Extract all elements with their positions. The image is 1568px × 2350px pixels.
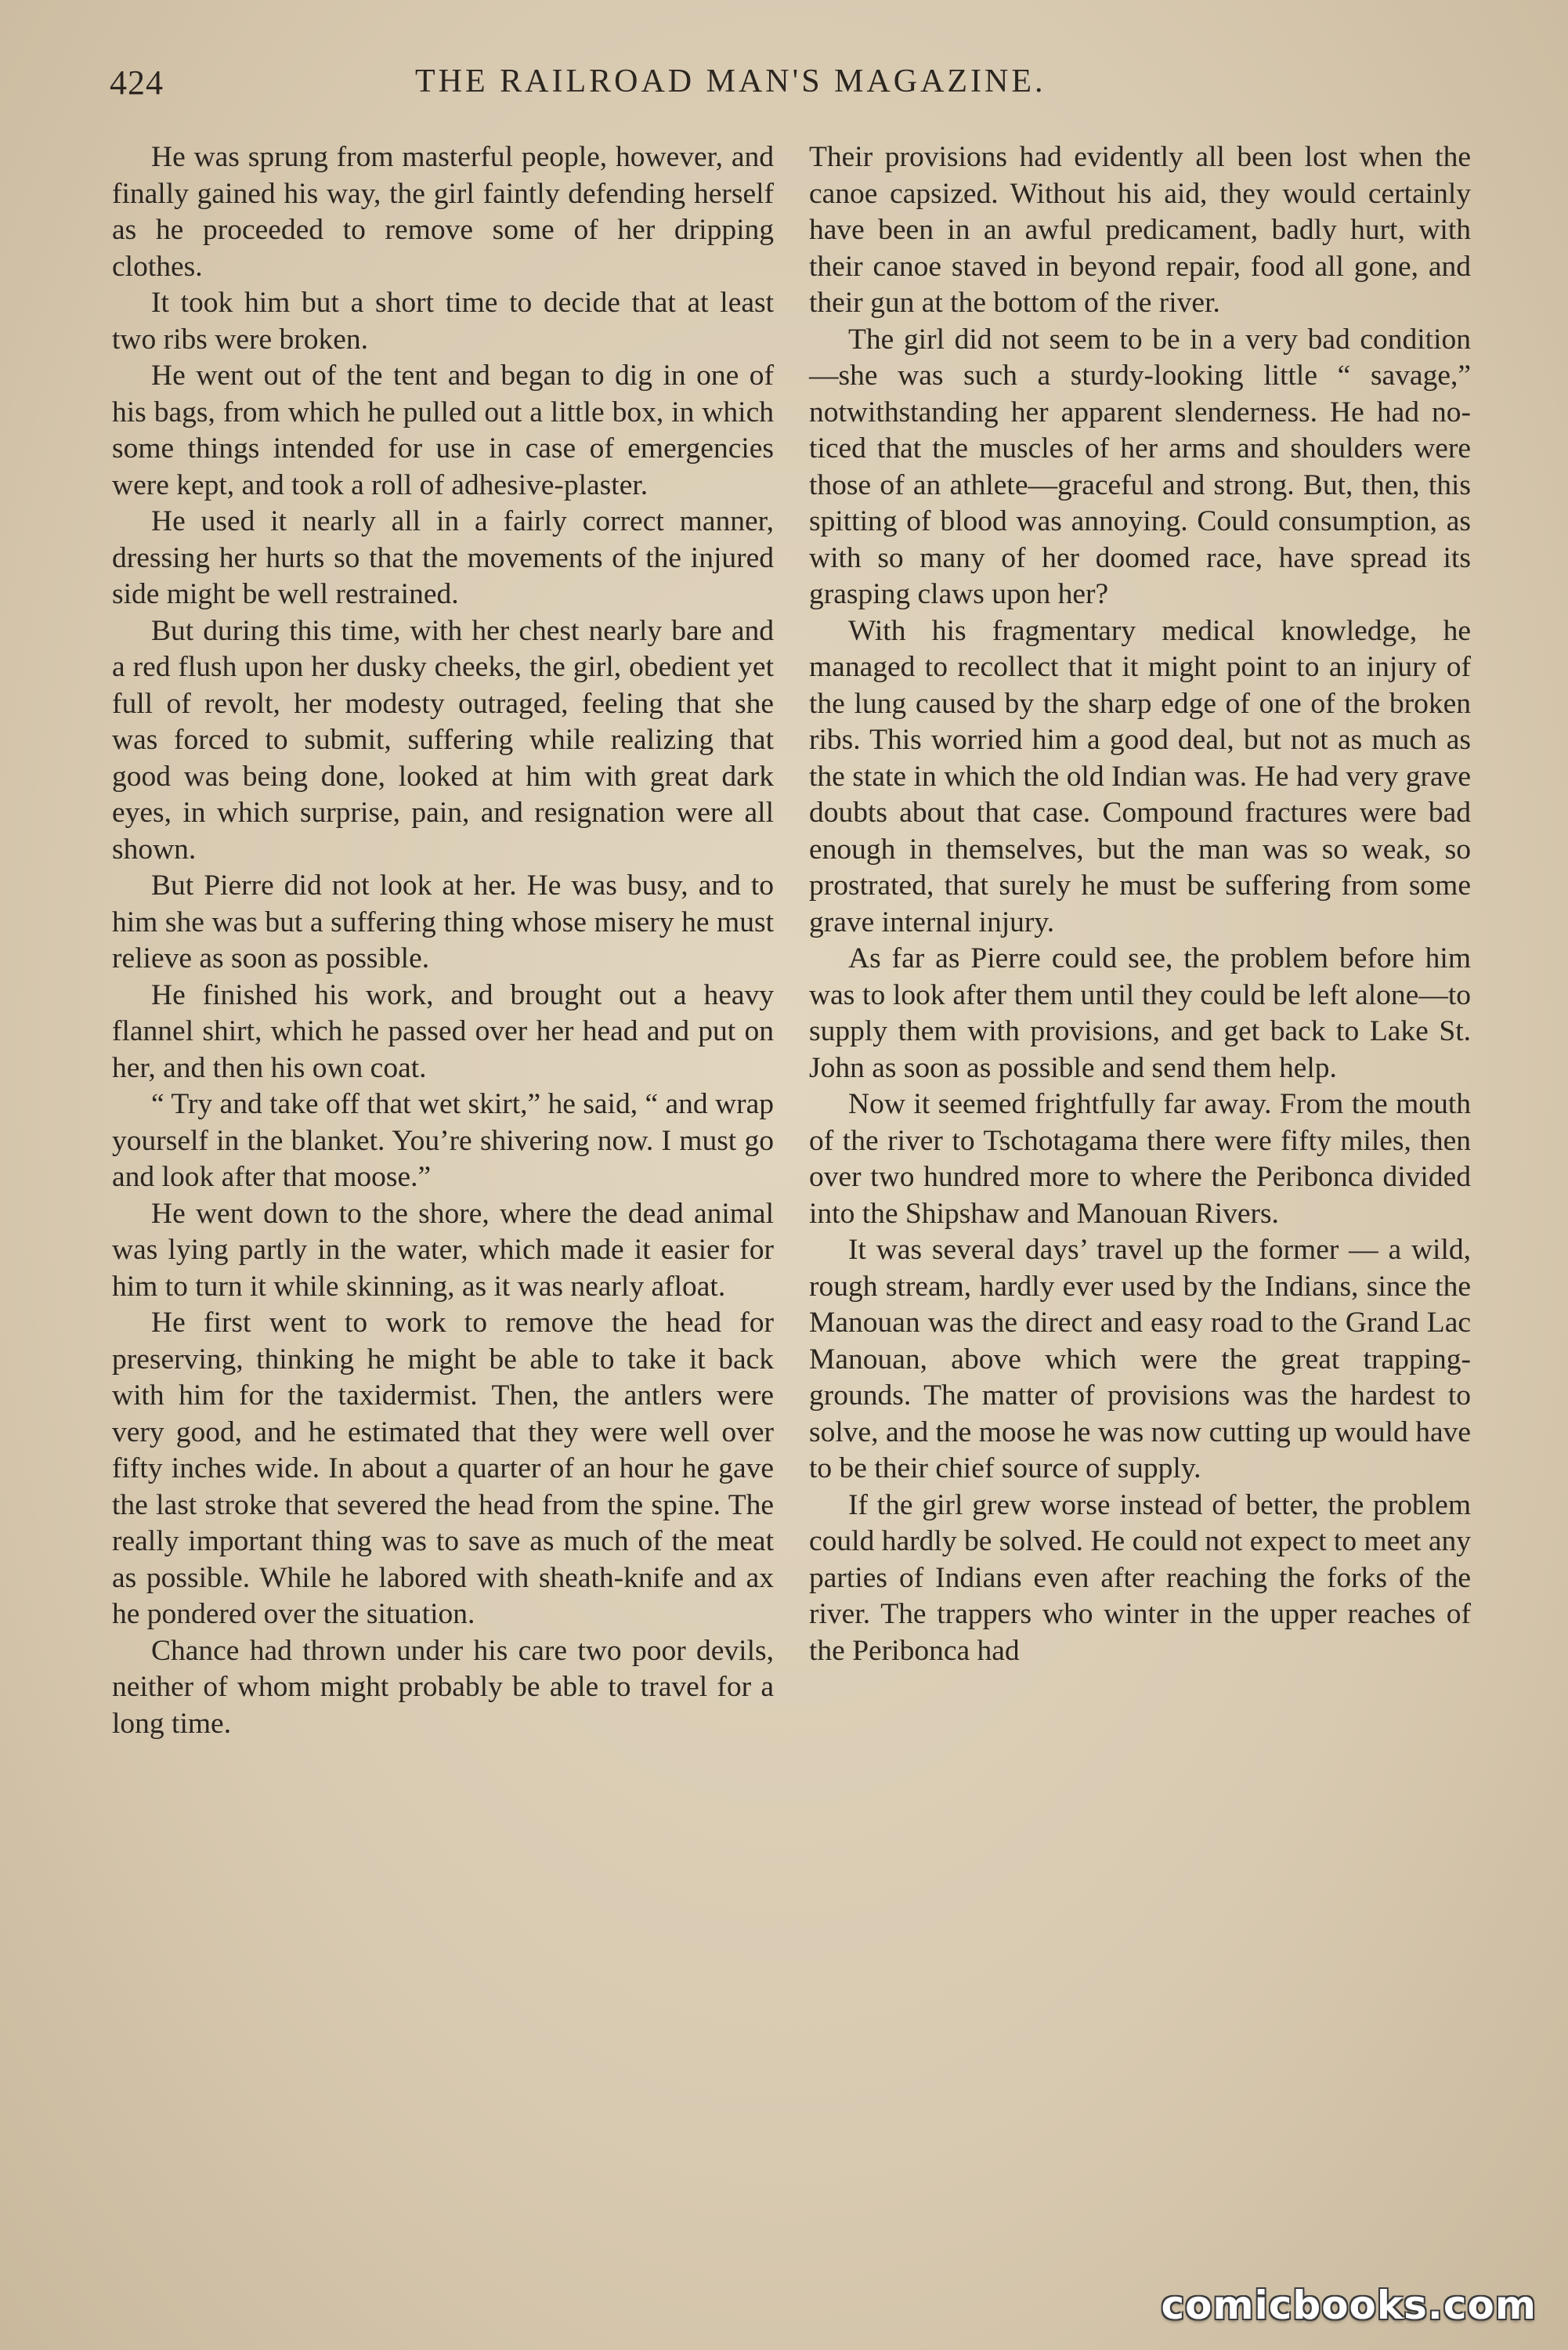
paragraph: It took him but a short time to decide that at least two ribs were broken. [112,287,774,356]
right-column [809,139,1471,1669]
left-column [112,139,774,1742]
paragraph: But Pierre did not look at her. He was busy, and to him she was but a suffering thing whose misery he must relieve as soon as possible. [112,870,774,974]
paragraph: He was sprung from masterful people, however, and finally gained his way, the girl faintly defending herself as he proceeded to remove some of her dripping clothes. [112,141,774,283]
running-title: THE RAILROAD MAN'S MAGAZINE. [415,63,1046,99]
paragraph: Their provisions had evidently all been lost when the canoe capsized. Without his aid, they would certainly have been in an awful predicament, badly hurt, with their canoe staved in beyond repair, food all gone, and their gun at the bottom of the river. [809,141,1471,319]
paragraph: With his fragmentary medical knowledge, he managed to recollect that it might point to an injury of the lung caused by the sharp edge of one of the broken ribs. This worried him a good deal, but not as much as the state in which the old Indian was. He had very grave doubts about that case. Compound fractures were bad enough in themselves, but the man was so weak, so prostrated, that surely he must be suffering from some grave internal injury. [809,614,1471,938]
paragraph: It was several days’ travel up the former — a wild, rough stream, hardly ever used by the Indians, since the Manouan was the direct and easy road to the Grand Lac Manouan, above which were the great trapping-grounds. The matter of provisions was the hardest to solve, and the moose he was now cutting up would have to be their chief source of supply. [809,1234,1471,1484]
paragraph: Chance had thrown under his care two poor devils, neither of whom might probably be able to travel for a long time. [112,1634,774,1740]
paragraph: The girl did not seem to be in a very bad condition—she was such a sturdy-looking little “ savage,” notwithstanding her apparent slenderness. He had noticed that the muscles of her arms and shoulders were those of an athlete—graceful and strong. But, then, this spitting of blood was annoying. Could consumption, as with so many of her doomed race, have spread its grasping claws upon her? [809,323,1471,610]
paragraph: He first went to work to remove the head for preserving, thinking he might be able to take it back with him for the taxidermist. Then, the antlers were very good, and he estimated that they were well over fifty inches wide. In about a quarter of an hour he gave the last stroke that severed the head from the spine. The really important thing was to save as much of the meat as possible. While he labored with sheath-knife and ax he pondered over the situation. [112,1307,774,1630]
paragraph: He used it nearly all in a fairly correct manner, dressing her hurts so that the movements of the injured side might be well restrained. [112,505,774,610]
paragraph: He finished his work, and brought out a heavy flannel shirt, which he passed over her head and put on her, and then his own coat. [112,978,774,1084]
paragraph: He went down to the shore, where the dead animal was lying partly in the water, which made it easier for him to turn it while skinning, as it was nearly afloat. [112,1197,774,1303]
paragraph: “ Try and take off that wet skirt,” he said, “ and wrap yourself in the blanket. You’re shivering now. I must go and look after that moose.” [112,1088,774,1193]
watermark: comicbooks.com [1161,2283,1537,2328]
paragraph: But during this time, with her chest nearly bare and a red flush upon her dusky cheeks, the girl, obedient yet full of revolt, her modesty outraged, feeling that she was forced to submit, suffering while realizing that good was being done, looked at him with great dark eyes, in which surprise, pain, and resignation were all shown. [112,614,774,866]
paragraph: He went out of the tent and began to dig in one of his bags, from which he pulled out a little box, in which some things intended for use in case of emergencies were kept, and took a roll of adhesive-plaster. [112,360,774,501]
paragraph: As far as Pierre could see, the problem before him was to look after them until they could be left alone—to supply them with provisions, and get back to Lake St. John as soon as possible and send them help. [809,942,1471,1084]
paragraph: If the girl grew worse instead of better, the problem could hardly be solved. He could not expect to meet any parties of Indians even after reaching the forks of the river. The trappers who winter in the upper reaches of the Peribonca had [809,1488,1471,1667]
page-number: 424 [110,63,164,102]
page-header [110,63,1472,118]
paragraph: Now it seemed frightfully far away. From the mouth of the river to Tschotagama there were fifty miles, then over two hundred more to where the Peribonca divided into the Shipshaw and Manouan Rivers. [809,1088,1471,1230]
